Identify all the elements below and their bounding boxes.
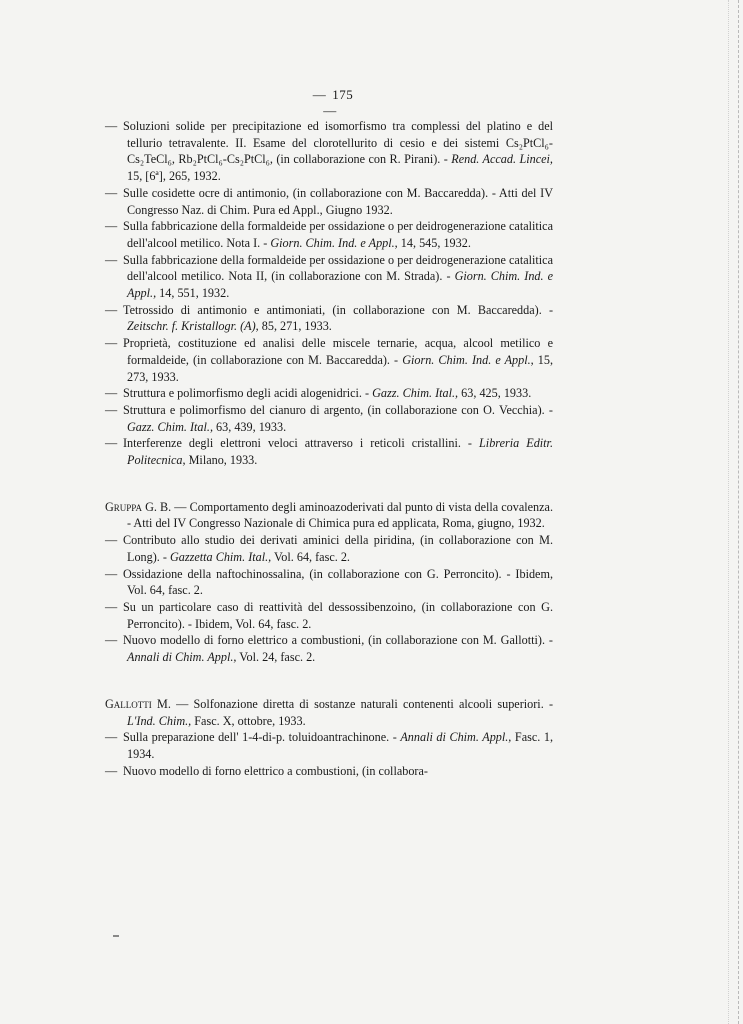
list-item: — Nuovo modello di forno elettrico a combustioni, (in collaborazione con M. Gallotti). - Annali di Chim. Appl., Vol. 24, fasc. 2. xyxy=(105,633,553,665)
list-item: — Soluzioni solide per precipitazione ed isomorfismo tra complessi del platino e del tellurio tetravalente. II. Esame del clorotellurito di cesio e dei sistemi Cs₂PtCl₆-Cs₂TeCl₆, Rb₂PtCl₆-Cs₂PtCl₆, (in collaborazione con R. Pirani). - Rend. Accad. Lincei, 15, [6ª], 265, 1932. xyxy=(105,119,553,184)
author-name: Gallotti M. xyxy=(105,696,171,711)
list-item: — Sulla fabbricazione della formaldeide per ossidazione o per deidrogenerazione catalitica dell'alcool metilico. Nota I. - Giorn. Chim. Ind. e Appl., 14, 545, 1932. xyxy=(105,219,553,250)
list-item: — Proprietà, costituzione ed analisi delle miscele ternarie, acqua, alcool metilico e formaldeide, (in collaborazione con M. Baccaredda). - Giorn. Chim. Ind. e Appl., 15, 273, 1933. xyxy=(105,336,554,384)
list-item: — Sulla fabbricazione della formaldeide per ossidazione o per deidrogenerazione catalitica dell'alcool metilico. Nota II, (in collaborazione con M. Strada). - Giorn. Chim. Ind. e Appl., 14, 551, 1932. xyxy=(105,252,554,301)
list-item: Gruppa G. B. — Comportamento degli aminoazoderivati dal punto di vista della covalenza. - Atti del IV Congresso Nazionale di Chimica pura ed applicata, Roma, giugno, 1932. xyxy=(105,499,554,531)
list-item: — Struttura e polimorfismo del cianuro di argento, (in collaborazione con O. Vecchia). - Gazz. Chim. Ital., 63, 439, 1933. xyxy=(105,402,553,434)
scan-edge xyxy=(688,0,739,1024)
list-item: — Interferenze degli elettroni veloci attraverso i reticoli cristallini. - Libreria Editr. Politecnica, Milano, 1933. xyxy=(105,436,553,468)
list-item: — Struttura e polimorfismo degli acidi alogenidrici. - Gazz. Chim. Ital., 63, 425, 1933. xyxy=(105,386,532,401)
list-item: — Tetrossido di antimonio e antimoniati, (in collaborazione con M. Baccaredda). - Zeitschr. f. Kristallogr. (A), 85, 271, 1933. xyxy=(105,302,553,334)
scan-edge-inner xyxy=(727,0,729,1024)
list-item: — Sulle cosidette ocre di antimonio, (in collaborazione con M. Baccaredda). - Atti del IV Congresso Naz. di Chim. Pura ed Appl., Giugno 1932. xyxy=(105,185,553,217)
list-item: — Su un particolare caso di reattività del dessossibenzoino, (in collaborazione con G. Perroncito). - Ibidem, Vol. 64, fasc. 2. xyxy=(105,599,553,631)
scan-mark xyxy=(113,935,119,937)
list-item: — Ossidazione della naftochinossalina, (in collaborazione con G. Perroncito). - Ibidem, Vol. 64, fasc. 2. xyxy=(105,566,553,598)
bibliography-list xyxy=(105,118,553,779)
page-number: — 175— xyxy=(312,87,354,118)
page-number-value: 175 xyxy=(332,87,354,102)
list-item: — Contributo allo studio dei derivati aminici della piridina, (in collaborazione con M. Long). - Gazzetta Chim. Ital., Vol. 64, fasc. 2. xyxy=(105,533,553,564)
list-item: — Nuovo modello di forno elettrico a combustioni, (in collabora- xyxy=(105,763,428,778)
author-name: Gruppa G. B. xyxy=(105,499,172,514)
list-item: Gallotti M. — Solfonazione diretta di sostanze naturali contenenti alcooli superiori. - L'Ind. Chim., Fasc. X, ottobre, 1933. xyxy=(105,696,554,728)
list-item: — Sulla preparazione dell' 1-4-di-p. toluidoantrachinone. - Annali di Chim. Appl., Fasc. 1, 1934. xyxy=(105,730,554,761)
